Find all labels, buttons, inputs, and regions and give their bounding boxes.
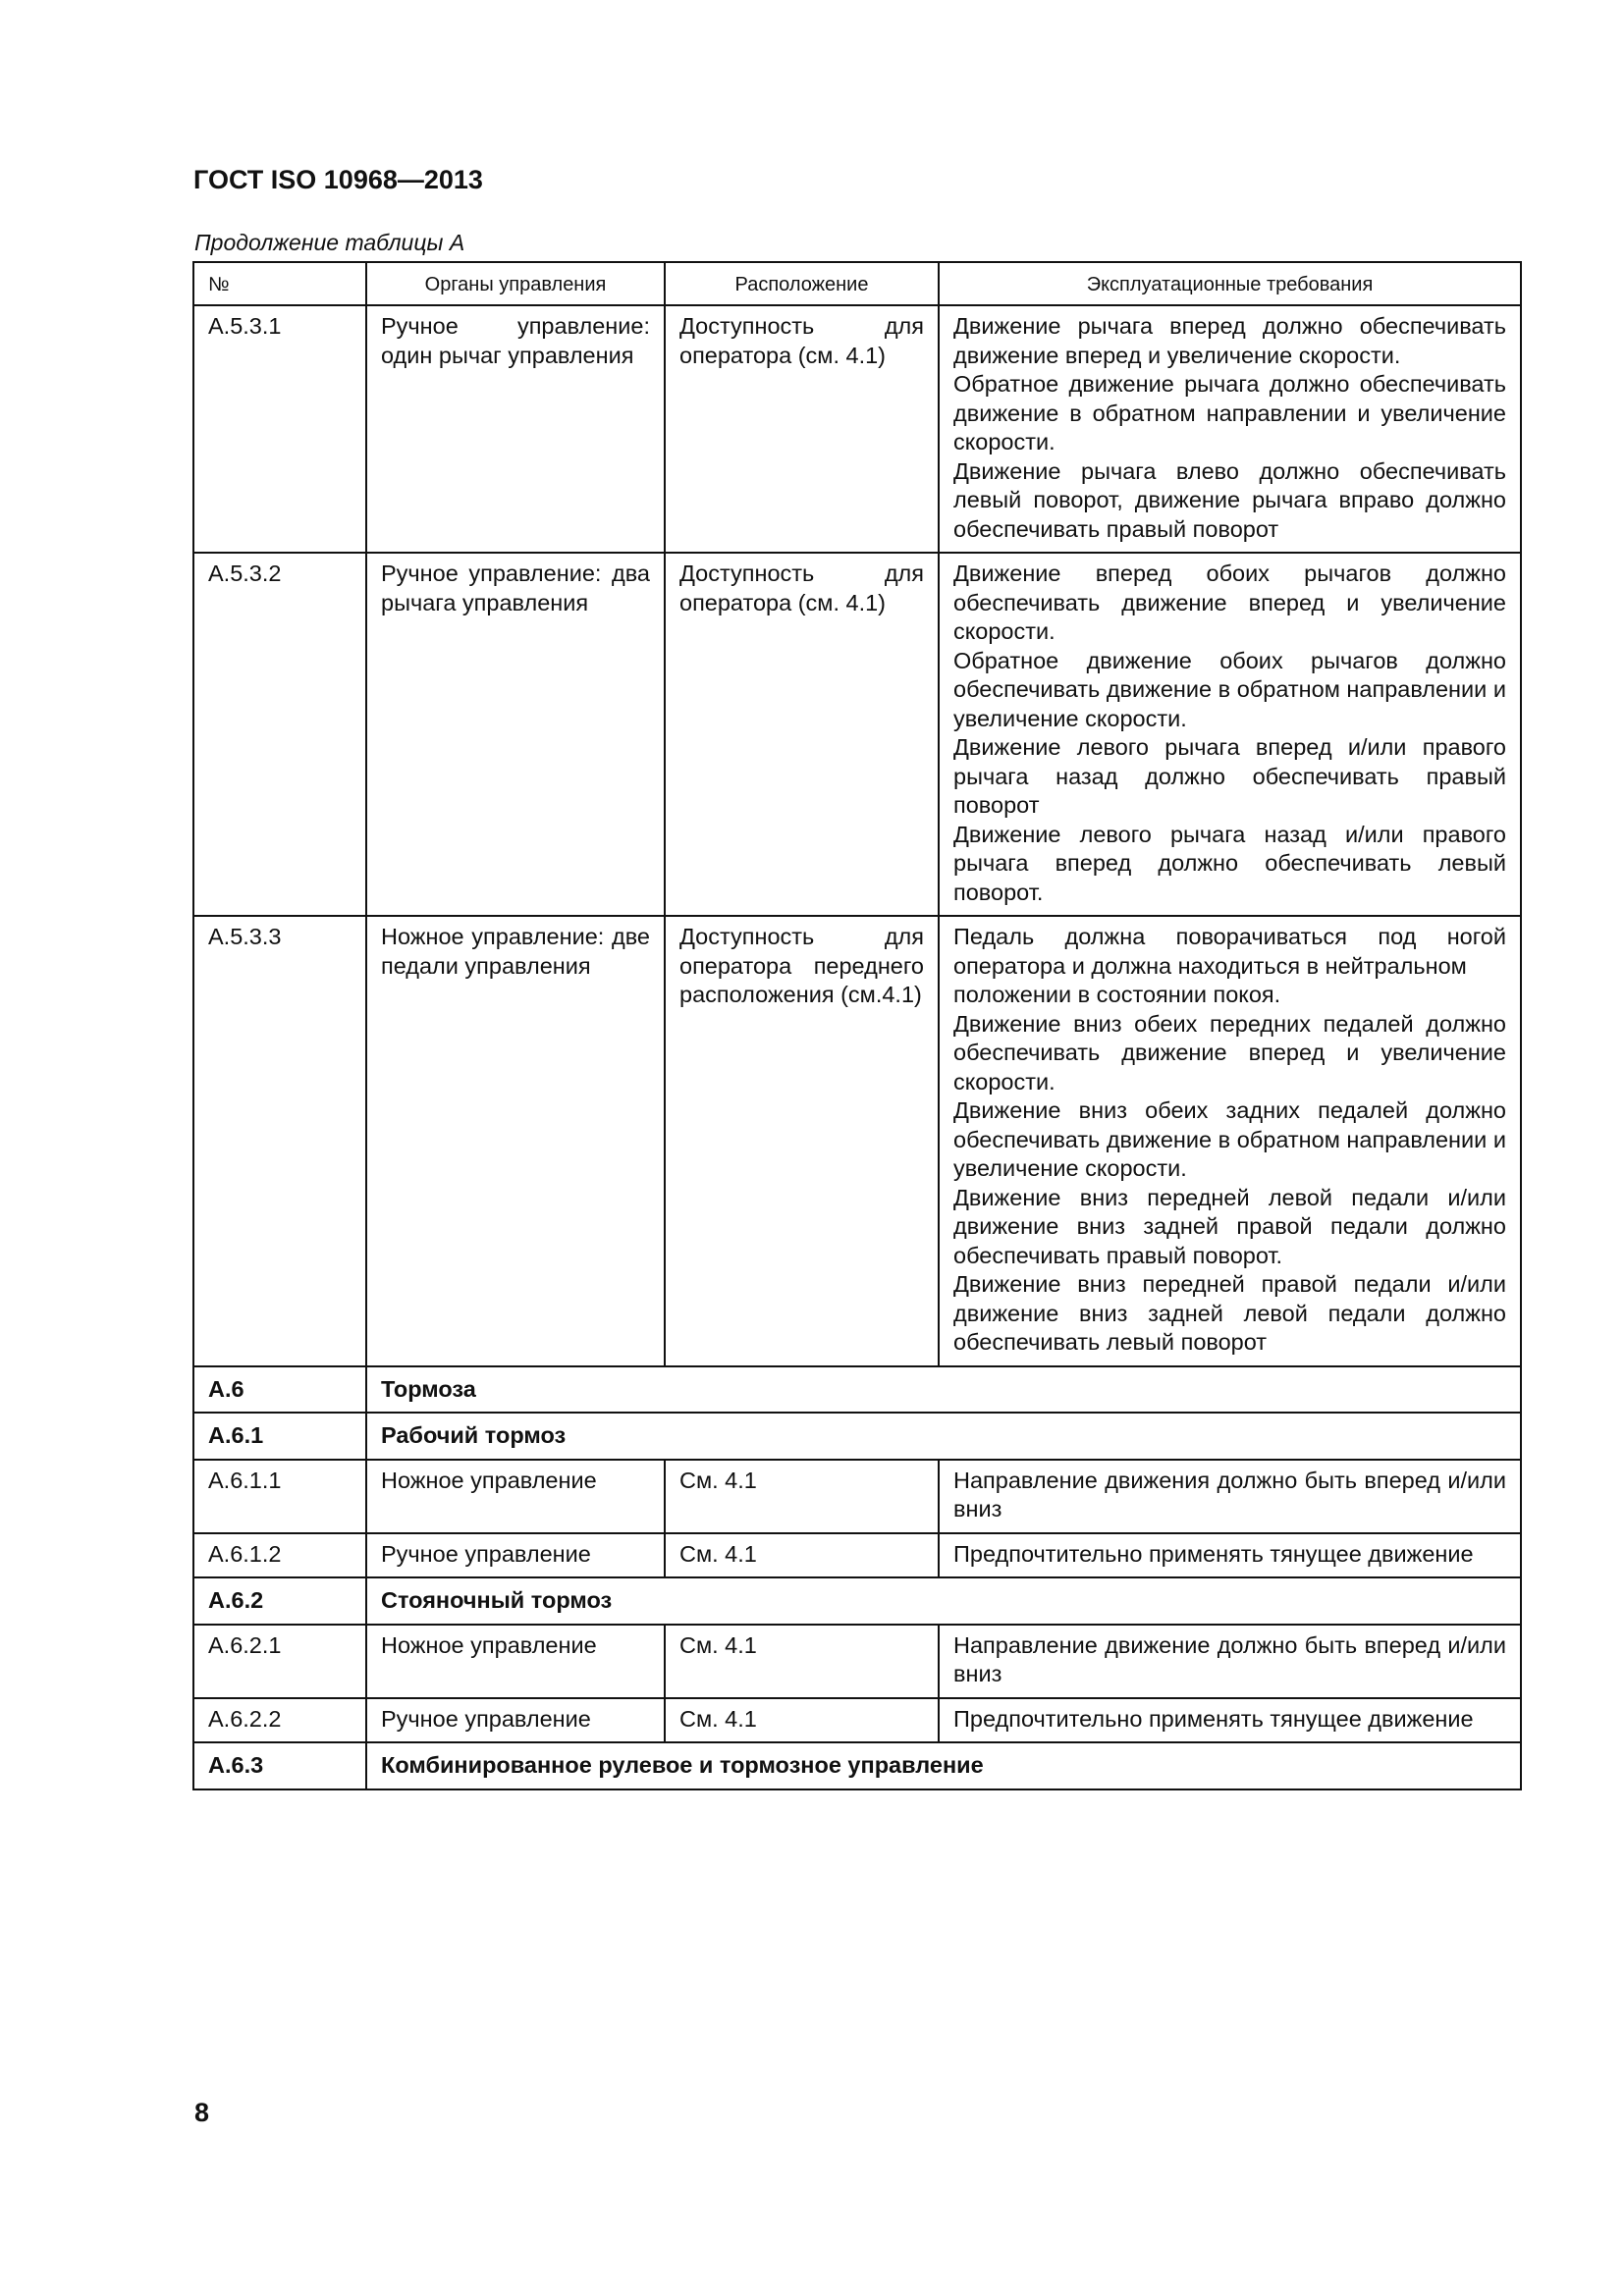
row-requirement: Предпочтительно применять тянущее движение [939,1698,1521,1743]
section-number: А.6.1 [193,1413,366,1460]
row-location: Доступность для оператора переднего расположения (см.4.1) [665,916,939,1366]
row-location: Доступность для оператора (см. 4.1) [665,305,939,553]
table-row [193,1698,1521,1743]
row-control: Ножное управление [366,1625,665,1698]
section-number: А.6 [193,1366,366,1414]
section-number: А.6.2 [193,1577,366,1625]
row-requirement: Предпочтительно применять тянущее движение [939,1533,1521,1578]
row-requirement: Направление движения должно быть вперед и/или вниз [939,1460,1521,1533]
row-location: См. 4.1 [665,1460,939,1533]
section-row [193,1366,1521,1414]
table-row [193,305,1521,553]
requirement-line: Движение вниз передней левой педали и/или движение вниз задней правой педали должно обеспечивать правый поворот. [953,1184,1506,1268]
requirement-line: Движение вперед обоих рычагов должно обеспечивать движение вперед и увеличение скорости. [953,561,1506,644]
row-location: См. 4.1 [665,1625,939,1698]
column-header-controls: Органы управления [366,262,665,305]
column-header-requirements: Эксплуатационные требования [939,262,1521,305]
requirement-line: Движение левого рычага назад и/или правого рычага вперед должно обеспечивать левый поворот. [953,821,1506,905]
section-number: А.6.3 [193,1742,366,1789]
column-header-location: Расположение [665,262,939,305]
row-number: А.6.2.2 [193,1698,366,1743]
row-control: Ручное управление: один рычаг управления [366,305,665,553]
section-row [193,1742,1521,1789]
table-row [193,916,1521,1366]
row-number: А.6.1.1 [193,1460,366,1533]
table-header-row [193,262,1521,305]
page-number: 8 [194,2098,210,2127]
row-control: Ручное управление [366,1533,665,1578]
table-caption: Продолжение таблицы А [194,230,465,255]
requirement-line: положении в состоянии покоя. [953,982,1281,1007]
table-row [193,1460,1521,1533]
section-title: Комбинированное рулевое и тормозное управление [366,1742,1521,1789]
row-number: А.6.2.1 [193,1625,366,1698]
requirement-line: Обратное движение рычага должно обеспечивать движение в обратном направлении и увеличение скорости. [953,371,1506,454]
controls-table [192,261,1522,1790]
requirement-line: Обратное движение обоих рычагов должно обеспечивать движение в обратном направлении и увеличение скорости. [953,647,1506,731]
column-header-number: № [193,262,366,305]
section-title: Тормоза [366,1366,1521,1414]
row-requirements [939,553,1521,916]
row-requirements [939,916,1521,1366]
row-requirements [939,305,1521,553]
requirement-line: Движение рычага вперед должно обеспечивать движение вперед и увеличение скорости. [953,313,1506,368]
row-control: Ножное управление [366,1460,665,1533]
row-location: См. 4.1 [665,1698,939,1743]
section-title: Рабочий тормоз [366,1413,1521,1460]
row-control: Ручное управление [366,1698,665,1743]
table-row [193,1533,1521,1578]
section-row [193,1413,1521,1460]
requirement-line: Движение левого рычага вперед и/или правого рычага назад должно обеспечивать правый поворот [953,734,1506,818]
table-row [193,1625,1521,1698]
row-number: А.5.3.2 [193,553,366,916]
table-row [193,553,1521,916]
row-control: Ножное управление: две педали управления [366,916,665,1366]
requirement-line: Движение вниз обеих задних педалей должно обеспечивать движение в обратном направлении и увеличение скорости. [953,1097,1506,1181]
row-location: См. 4.1 [665,1533,939,1578]
row-requirement: Направление движение должно быть вперед и/или вниз [939,1625,1521,1698]
document-header: ГОСТ ISO 10968—2013 [193,165,483,194]
section-row [193,1577,1521,1625]
requirement-line: Движение вниз обеих передних педалей должно обеспечивать движение вперед и увеличение скорости. [953,1010,1506,1095]
requirement-line: Движение вниз передней правой педали и/или движение вниз задней левой педали должно обеспечивать левый поворот [953,1271,1506,1355]
section-title: Стояночный тормоз [366,1577,1521,1625]
row-location: Доступность для оператора (см. 4.1) [665,553,939,916]
row-control: Ручное управление: два рычага управления [366,553,665,916]
row-number: А.6.1.2 [193,1533,366,1578]
row-number: А.5.3.1 [193,305,366,553]
requirement-line: Педаль должна поворачиваться под ногой оператора и должна находиться в нейтральном [953,924,1506,979]
requirement-line: Движение рычага влево должно обеспечивать левый поворот, движение рычага вправо должно обеспечивать правый поворот [953,457,1506,542]
row-number: А.5.3.3 [193,916,366,1366]
